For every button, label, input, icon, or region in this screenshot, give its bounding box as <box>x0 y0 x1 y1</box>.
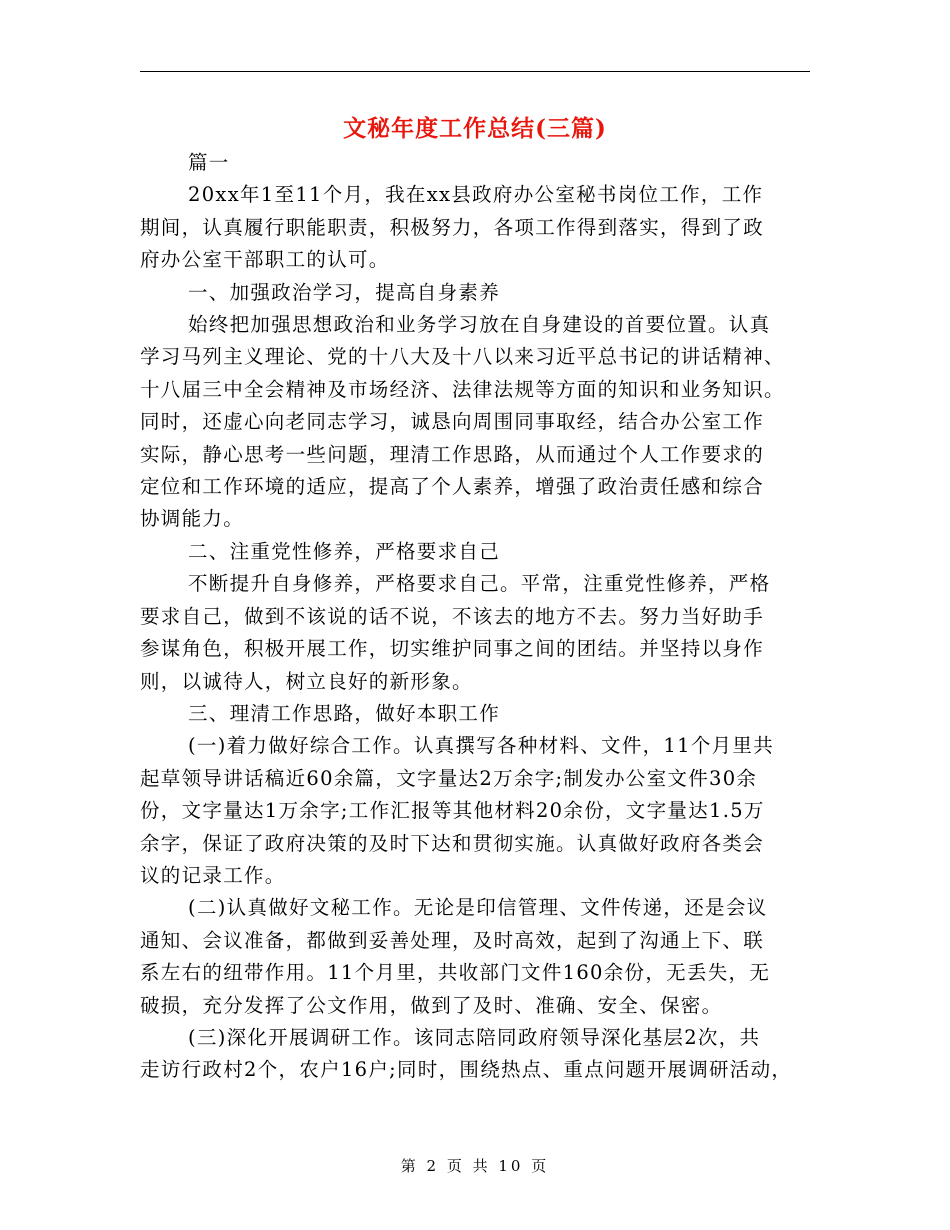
document-title: 文秘年度工作总结(三篇) <box>343 115 607 142</box>
document-body <box>140 147 815 1087</box>
section-heading: 三、理清工作思路，做好本职工作 <box>188 701 501 725</box>
paragraph-line: 同时，还虚心向老同志学习，诚恳向周围同事取经，结合办公室工作 <box>140 410 765 434</box>
paragraph-line: 份，文字量达1万余字;工作汇报等其他材料20余份，文字量达1.5万 <box>140 799 765 823</box>
section-heading: 篇一 <box>188 151 230 174</box>
paragraph-line: 十八届三中全会精神及市场经济、法律法规等方面的知识和业务知识。 <box>140 377 785 401</box>
paragraph-line: (一)着力做好综合工作。认真撰写各种材料、文件，11个月里共 <box>188 734 775 758</box>
paragraph-line: 破损，充分发挥了公文作用，做到了及时、准确、安全、保密。 <box>140 993 723 1017</box>
paragraph-line: 参谋角色，积极开展工作，切实维护同事之间的团结。并坚持以身作 <box>140 637 765 661</box>
paragraph-line: 府办公室干部职工的认可。 <box>140 248 390 272</box>
paragraph-line: 余字，保证了政府决策的及时下达和贯彻实施。认真做好政府各类会 <box>140 831 765 855</box>
paragraph-line: 起草领导讲话稿近60余篇，文字量达2万余字;制发办公室文件30余 <box>140 766 758 790</box>
paragraph-line: 学习马列主义理论、党的十八大及十八以来习近平总书记的讲话精神、 <box>140 345 785 369</box>
paragraph-line: 期间，认真履行职能职责，积极努力，各项工作得到落实，得到了政 <box>140 215 765 239</box>
paragraph-line: 定位和工作环境的适应，提高了个人素养，增强了政治责任感和综合 <box>140 475 765 499</box>
paragraph-line: 协调能力。 <box>140 507 245 531</box>
paragraph-line: 实际，静心思考一些问题，理清工作思路，从而通过个人工作要求的 <box>140 442 765 466</box>
header-rule <box>140 71 810 72</box>
paragraph-line: 走访行政村2个，农户16户;同时，围绕热点、重点问题开展调研活动， <box>140 1058 793 1082</box>
paragraph-line: 通知、会议准备，都做到妥善处理，及时高效，起到了沟通上下、联 <box>140 928 765 952</box>
paragraph-line: 则，以诚待人，树立良好的新形象。 <box>140 669 473 693</box>
paragraph-line: 20xx年1至11个月，我在xx县政府办公室秘书岗位工作，工作 <box>188 183 764 207</box>
paragraph-line: (二)认真做好文秘工作。无论是印信管理、文件传递，还是会议 <box>188 896 768 920</box>
paragraph-line: 始终把加强思想政治和业务学习放在自身建设的首要位置。认真 <box>188 313 771 337</box>
section-heading: 二、注重党性修养，严格要求自己 <box>188 539 501 563</box>
paragraph-line: (三)深化开展调研工作。该同志陪同政府领导深化基层2次，共 <box>188 1025 761 1049</box>
paragraph-line: 要求自己，做到不该说的话不说，不该去的地方不去。努力当好助手 <box>140 604 765 628</box>
paragraph-line: 议的记录工作。 <box>140 863 286 887</box>
paragraph-line: 系左右的纽带作用。11个月里，共收部门文件160余份，无丢失，无 <box>140 961 771 985</box>
page-number: 第 2 页 共 10 页 <box>400 1157 550 1175</box>
paragraph-line: 不断提升自身修养，严格要求自己。平常，注重党性修养，严格 <box>188 572 771 596</box>
section-heading: 一、加强政治学习，提高自身素养 <box>188 280 501 304</box>
